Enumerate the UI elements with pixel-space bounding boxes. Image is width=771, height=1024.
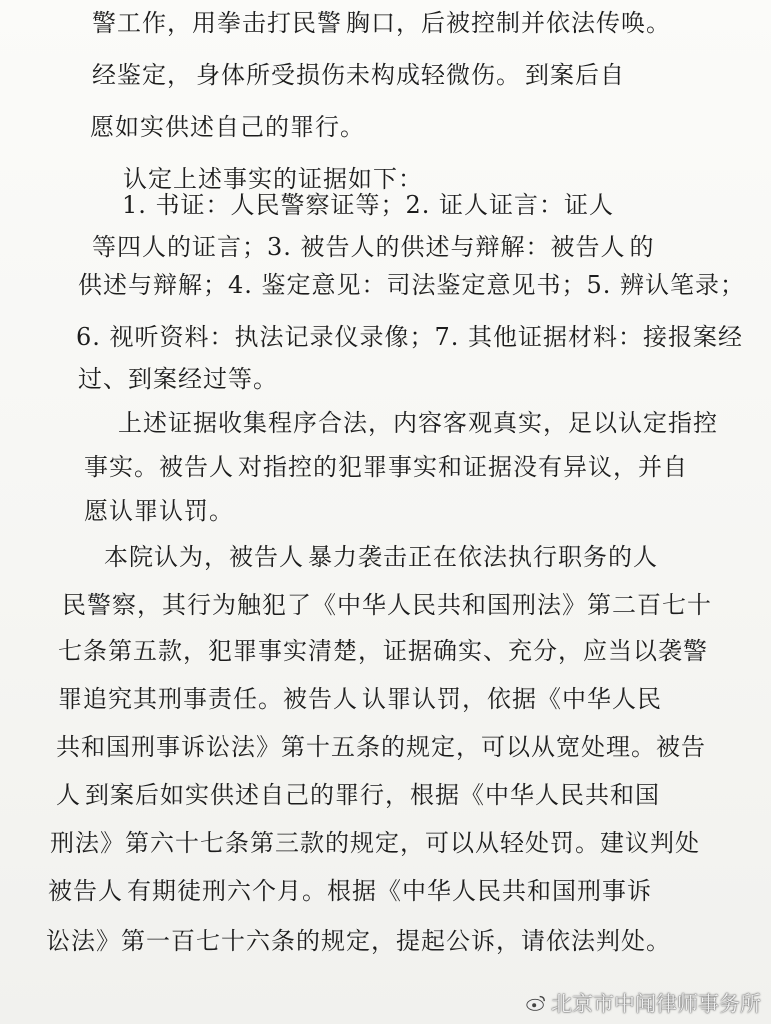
text-line xyxy=(92,60,771,92)
text-segment: 胸口，后被控制并依法传唤。 xyxy=(346,9,671,37)
text-segment: 有期徒刑六个月。根据《中华人民共和国刑事诉 xyxy=(127,877,652,905)
text-segment: 被告人 xyxy=(48,877,123,905)
text-line xyxy=(92,8,771,40)
text-segment: 的 xyxy=(629,233,655,261)
text-line xyxy=(56,732,771,762)
weibo-icon xyxy=(525,992,547,1014)
watermark xyxy=(525,988,761,1018)
text-line xyxy=(46,926,771,956)
text-segment: 身体所受损伤未构成轻微伤。 xyxy=(196,61,521,89)
text-segment: 认罪认罚，依据《中华人民 xyxy=(362,685,662,713)
text-segment: 事实。被告人 xyxy=(84,453,234,481)
text-segment: 过、到案经过等。 xyxy=(78,365,278,393)
text-segment: 讼法》第一百七十六条的规定，提起公诉，请依法判处。 xyxy=(46,927,671,955)
text-segment: 对指控的犯罪事实和证据没有异议，并自 xyxy=(238,453,688,481)
text-line xyxy=(78,364,771,394)
text-line xyxy=(84,496,771,526)
text-segment: 到案后如实供述自己的罪行，根据《中华人民共和国 xyxy=(85,781,660,809)
text-segment: 等四人的证言；3. 被告人的供述与辩解：被告人 xyxy=(92,233,626,261)
watermark-text: 北京市中闻律师事务所 xyxy=(551,992,761,1016)
text-segment: 到案后自 xyxy=(525,61,625,89)
text-segment: 愿如实供述自己的罪行。 xyxy=(90,113,365,141)
text-segment: 经鉴定， xyxy=(92,61,192,89)
text-segment: 人 xyxy=(56,781,81,809)
text-segment: 警工作，用拳击打民警 xyxy=(92,9,342,37)
text-line xyxy=(58,684,771,716)
text-line xyxy=(56,780,771,812)
text-line xyxy=(90,112,771,142)
text-line xyxy=(104,542,771,574)
text-segment: 供述与辩解；4. 鉴定意见：司法鉴定意见书；5. 辨认笔录； xyxy=(78,271,746,299)
text-segment: 暴力袭击正在依法执行职务的人 xyxy=(308,543,658,571)
text-line xyxy=(118,408,771,438)
text-line xyxy=(122,190,771,222)
text-segment: 上述证据收集程序合法，内容客观真实，足以认定指控 xyxy=(118,409,718,437)
text-segment: 6. 视听资料：执法记录仪录像；7. 其他证据材料：接报案经 xyxy=(76,323,744,351)
text-line xyxy=(78,270,771,300)
text-line xyxy=(84,452,771,484)
text-segment: 愿认罪认罚。 xyxy=(84,497,234,525)
text-line xyxy=(88,232,771,264)
text-segment: 刑法》第六十七条第三款的规定，可以从轻处罚。建议判处 xyxy=(50,829,700,857)
text-line xyxy=(62,590,771,620)
text-segment: 民警察，其行为触犯了《中华人民共和国刑法》第二百七十 xyxy=(62,591,712,619)
text-segment: 认定上述事实的证据如下： xyxy=(123,165,423,193)
text-segment: 罪追究其刑事责任。被告人 xyxy=(58,685,358,713)
text-line xyxy=(48,876,771,908)
text-line xyxy=(50,828,771,858)
text-segment: 本院认为，被告人 xyxy=(104,543,304,571)
text-segment: 1. 书证：人民警察证等；2. 证人证言：证人 xyxy=(122,191,615,219)
text-segment: 共和国刑事诉讼法》第十五条的规定，可以从宽处理。被告 xyxy=(56,733,706,761)
text-line xyxy=(58,636,771,666)
text-line xyxy=(76,322,771,352)
text-segment: 七条第五款，犯罪事实清楚，证据确实、充分，应当以袭警 xyxy=(58,637,708,665)
